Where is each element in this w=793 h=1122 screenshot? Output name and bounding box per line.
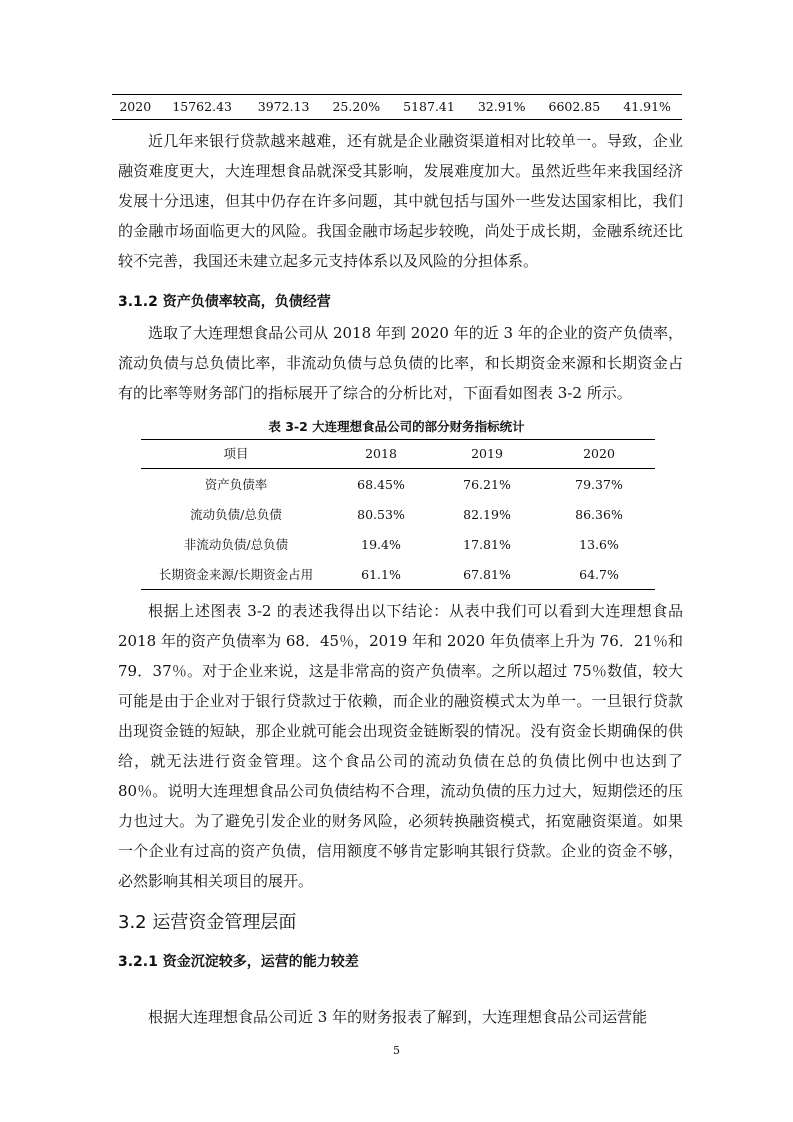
table-cell: 80.53% [357, 506, 405, 522]
table-cell: 41.91% [623, 99, 671, 114]
table-cell: 资产负债率 [204, 477, 268, 492]
previous-table-fragment [112, 94, 682, 120]
column-header: 2020 [543, 440, 655, 469]
table-cell: 82.19% [463, 506, 511, 522]
paragraph-conclusion: 根据上述图表 3-2 的表述我得出以下结论：从表中我们可以看到大连理想食品 2018 年的资产负债率为 68．45％，2019 年和 2020 年负债率上升为 76．21％和 79．37％。对于企业来说，这是非常高的资产负债率。之所以超过 75％数值，较大可能是由于企业对于银行贷款过于依赖，而企业的融资模式太为单一。一旦银行贷款出现资金链的短缺，那企业就可能会出现资金链断裂的情况。没有资金长期确保的供给，就无法进行资金管理。这个食品公司的流动负债在总的负债比例中也达到了 80％。说明大连理想食品公司负债结构不合理，流动负债的压力过大，短期偿还的压力也过大。为了避免引发企业的财务风险，必须转换融资模式，拓宽融资渠道。如果一个企业有过高的资产负债，信用额度不够肯定影响其银行贷款。企业的资金不够，必然影响其相关项目的展开。 [118, 602, 683, 890]
table-cell: 长期资金来源/长期资金占用 [141, 559, 331, 590]
column-header: 项目 [141, 440, 331, 469]
table-row [141, 529, 655, 559]
paragraph-operating-capacity: 根据大连理想食品公司近 3 年的财务报表了解到，大连理想食品公司运营能 [148, 1008, 648, 1026]
table-cell: 15762.43 [172, 99, 232, 114]
table-cell: 64.7% [543, 559, 655, 590]
section-heading-3-2-1: 3.2.1 资金沉淀较多，运营的能力较差 [118, 954, 359, 970]
column-header: 2019 [431, 440, 543, 469]
table-caption: 表 3-2 大连理想食品公司的部分财务指标统计 [268, 419, 525, 434]
table-cell: 25.20% [332, 99, 381, 114]
table-row [112, 95, 682, 120]
paragraph-indicator-selection: 选取了大连理想食品公司从 2018 年到 2020 年的近 3 年的企业的资产负债率，流动负债与总负债比率，非流动负债与总负债的比率，和长期资金来源和长期资金占有的比率等财务部门的指标展开了综合的分析比对，下面看如图表 3-2 所示。 [118, 324, 683, 402]
table-cell: 2020 [119, 99, 152, 114]
section-heading-3-1-2: 3.1.2 资产负债率较高，负债经营 [118, 294, 331, 310]
page-number: 5 [393, 1044, 400, 1057]
table-cell: 67.81% [431, 559, 543, 590]
table-cell: 非流动负债/总负债 [183, 537, 289, 552]
table-cell: 17.81% [463, 536, 511, 552]
table-row [141, 469, 655, 500]
table-cell: 流动负债/总负债 [190, 507, 282, 522]
column-header: 2018 [331, 440, 431, 469]
section-heading-3-2: 3.2 运营资金管理层面 [118, 912, 297, 933]
table-cell: 68.45% [357, 476, 405, 492]
financial-indicators-table [141, 439, 655, 590]
table-cell: 86.36% [575, 506, 623, 522]
table-header-row [141, 440, 655, 469]
table-cell: 13.6% [579, 536, 619, 552]
table-cell: 6602.85 [548, 99, 601, 114]
table-cell: 5187.41 [403, 99, 455, 114]
table-cell: 61.1% [331, 559, 431, 590]
table-cell: 19.4% [361, 536, 401, 552]
table-cell: 76.21% [463, 476, 511, 492]
table-cell: 32.91% [477, 99, 526, 114]
table-cell: 79.37% [575, 476, 623, 492]
table-cell: 3972.13 [257, 99, 310, 114]
table-row [141, 499, 655, 529]
table-row [141, 559, 655, 590]
paragraph-financing-channels: 近几年来银行贷款越来越难，还有就是企业融资渠道相对比较单一。导致，企业融资难度更大，大连理想食品就深受其影响，发展难度加大。虽然近些年来我国经济发展十分迅速，但其中仍存在许多问题，其中就包括与国外一些发达国家相比，我们的金融市场面临更大的风险。我国金融市场起步较晚，尚处于成长期，金融系统还比较不完善，我国还未建立起多元支持体系以及风险的分担体系。 [118, 132, 683, 270]
